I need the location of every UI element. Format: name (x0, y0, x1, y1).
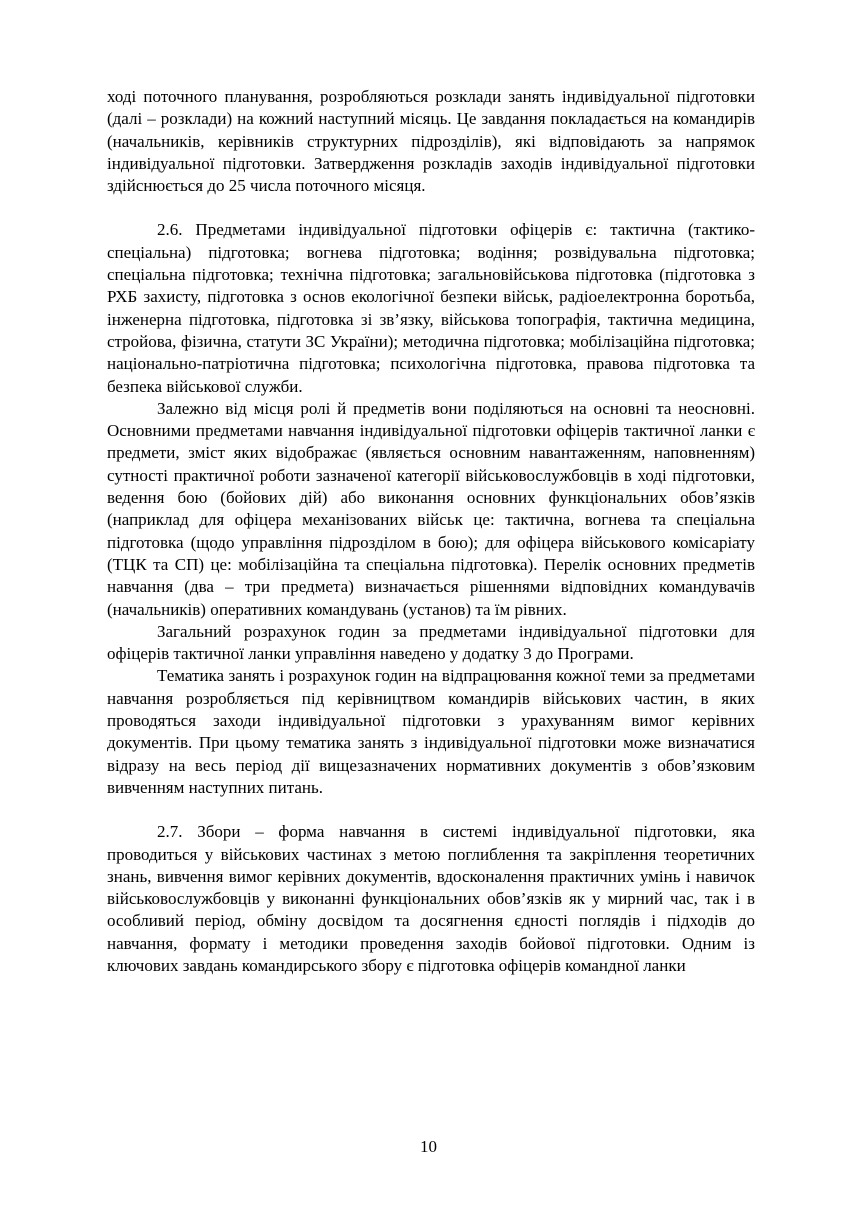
paragraph-subjects-division: Залежно від місця ролі й предметів вони поділяються на основні та неосновні. Основними предметами навчання індивідуальної підготовки офіцерів тактичної ланки є предмети, зміст яких відображає (являється основним навантаженням, наповненням) сутності практичної роботи зазначеної категорії військовослужбовців в ході підготовки, ведення бою (бойових дій) або виконання основних функціональних обов’язків (наприклад для офіцера механізованих військ це: тактична, вогнева та спеціальна підготовка (щодо управління підрозділом в бою); для офіцера військового комісаріату (ТЦК та СП) це: мобілізаційна та спеціальна підготовка). Перелік основних предметів навчання (два – три предмета) визначається рішеннями відповідних командувачів (начальників) оперативних командувань (установ) та їм рівних. (107, 398, 755, 619)
paragraph-2-6: 2.6. Предметами індивідуальної підготовки офіцерів є: тактична (тактико-спеціальна) підготовка; вогнева підготовка; водіння; розвідувальна підготовка; спеціальна підготовка; технічна підготовка; загальновійськова підготовка (підготовка з РХБ захисту, підготовка з основ екологічної безпеки військ, радіоелектронна боротьба, інженерна підготовка, підготовка зі зв’язку, військова топографія, тактична медицина, стройова, фізична, статути ЗС України); методична підготовка; мобілізаційна підготовка; національно-патріотична підготовка; психологічна підготовка, правова підготовка та безпека військової служби. (107, 220, 755, 396)
paragraph-hours-calculation: Загальний розрахунок годин за предметами індивідуальної підготовки для офіцерів тактичної ланки управління наведено у додатку 3 до Програми. (107, 621, 755, 664)
paragraph-2-7: 2.7. Збори – форма навчання в системі індивідуальної підготовки, яка проводиться у військових частинах з метою поглиблення та закріплення теоретичних знань, вивчення вимог керівних документів, вдосконалення практичних умінь і навичок військовослужбовців у виконанні функціональних обов’язків як у мирний час, так і в особливий період, обміну досвідом та досягнення єдності поглядів і підходів до навчання, формату і методики проведення заходів бойової підготовки. Одним із ключових завдань командирського збору є підготовка офіцерів командної ланки (107, 822, 755, 975)
paragraph-gap (107, 197, 755, 219)
paragraph-continuation: ході поточного планування, розробляються розклади занять індивідуальної підготовки (далі – розклади) на кожний наступний місяць. Це завдання покладається на командирів (начальників, керівників структурних підрозділів), які відповідають за напрямок індивідуальної підготовки. Затвердження розкладів заходів індивідуальної підготовки здійснюється до 25 числа поточного місяця. (107, 87, 755, 196)
page-number: 10 (420, 1137, 437, 1156)
paragraph-gap (107, 799, 755, 821)
body-text (107, 86, 755, 977)
paragraph-topics: Тематика занять і розрахунок годин на відпрацювання кожної теми за предметами навчання розробляється під керівництвом командирів військових частин, в яких проводяться заходи індивідуальної підготовки з урахуванням вимог керівних документів. При цьому тематика занять з індивідуальної підготовки може визначатися відразу на весь період дії вищезазначених нормативних документів з обов’язковим вивченням наступних питань. (107, 666, 755, 797)
